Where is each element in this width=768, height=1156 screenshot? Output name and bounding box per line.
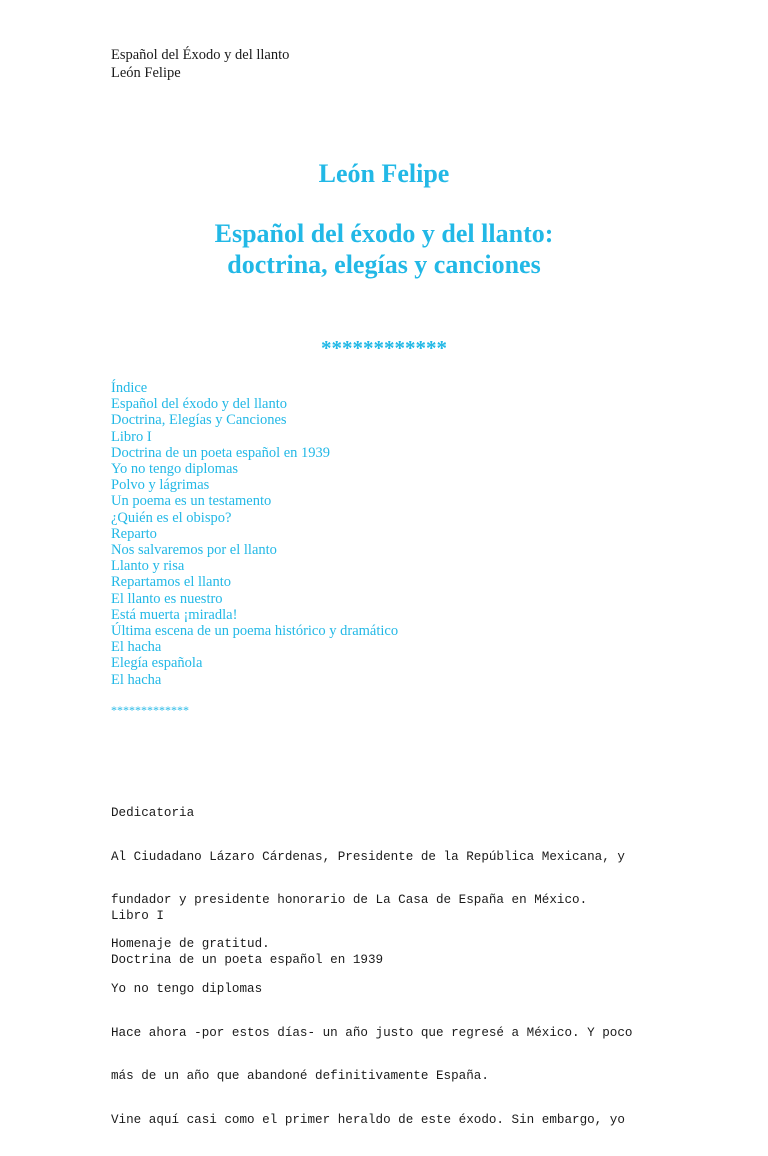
dedicatoria-line-2: fundador y presidente honorario de La Casa de España en México. — [111, 893, 588, 907]
book-title-line-1: Español del éxodo y del llanto: — [214, 219, 554, 248]
toc-link-el-hacha-1[interactable]: El hacha — [111, 639, 162, 656]
document-header — [111, 46, 289, 82]
toc-link-salvaremos[interactable]: Nos salvaremos por el llanto — [111, 542, 277, 559]
header-author: León Felipe — [111, 65, 181, 81]
toc-link-el-hacha-2[interactable]: El hacha — [111, 671, 162, 688]
book-title-heading — [0, 218, 768, 280]
toc-link-reparto[interactable]: Reparto — [111, 525, 157, 542]
poem-heading: Yo no tengo diplomas — [111, 982, 263, 996]
title-separator: ************ — [321, 336, 447, 360]
toc-link-esta-muerta[interactable]: Está muerta ¡miradla! — [111, 606, 238, 623]
toc-link-poema-testamento[interactable]: Un poema es un testamento — [111, 493, 272, 510]
toc-link-doctrina-elegias[interactable]: Doctrina, Elegías y Canciones — [111, 412, 287, 429]
toc-link-diplomas[interactable]: Yo no tengo diplomas — [111, 461, 239, 478]
poem-line-2: más de un año que abandoné definitivamente España. — [111, 1069, 489, 1083]
poem-line-3: Vine aquí casi como el primer heraldo de este éxodo. Sin embargo, yo — [111, 1112, 625, 1127]
toc-link-repartamos[interactable]: Repartamos el llanto — [111, 574, 231, 591]
toc-link-llanto-risa[interactable]: Llanto y risa — [111, 558, 185, 575]
toc-link-elegia-espanola[interactable]: Elegía española — [111, 655, 203, 672]
toc-link-espanol-del-exodo[interactable]: Español del éxodo y del llanto — [111, 396, 287, 413]
libro-subheading: Doctrina de un poeta español en 1939 — [111, 952, 384, 967]
header-title: Español del Éxodo y del llanto — [111, 47, 290, 63]
toc-separator: ************* — [111, 703, 189, 717]
table-of-contents — [111, 380, 398, 688]
toc-link-ultima-escena[interactable]: Última escena de un poema histórico y dramático — [111, 623, 399, 640]
toc-link-libro-i[interactable]: Libro I — [111, 428, 152, 445]
author-heading: León Felipe — [318, 159, 450, 188]
dedicatoria-line-3: Homenaje de gratitud. — [111, 936, 270, 951]
toc-link-indice[interactable]: Índice — [111, 380, 148, 396]
toc-link-llanto-nuestro[interactable]: El llanto es nuestro — [111, 590, 223, 607]
poem-line-1: Hace ahora -por estos días- un año justo que regresé a México. Y poco — [111, 1025, 633, 1040]
toc-link-obispo[interactable]: ¿Quién es el obispo? — [111, 509, 232, 526]
dedicatoria-heading: Dedicatoria — [111, 806, 195, 820]
toc-link-doctrina-poeta[interactable]: Doctrina de un poeta español en 1939 — [111, 444, 331, 461]
book-title-line-2: doctrina, elegías y canciones — [227, 250, 541, 279]
libro-heading: Libro I — [111, 909, 164, 923]
poem-section — [111, 953, 632, 1156]
toc-link-polvo-lagrimas[interactable]: Polvo y lágrimas — [111, 477, 210, 494]
dedicatoria-line-1: Al Ciudadano Lázaro Cárdenas, Presidente de la República Mexicana, y — [111, 849, 625, 864]
